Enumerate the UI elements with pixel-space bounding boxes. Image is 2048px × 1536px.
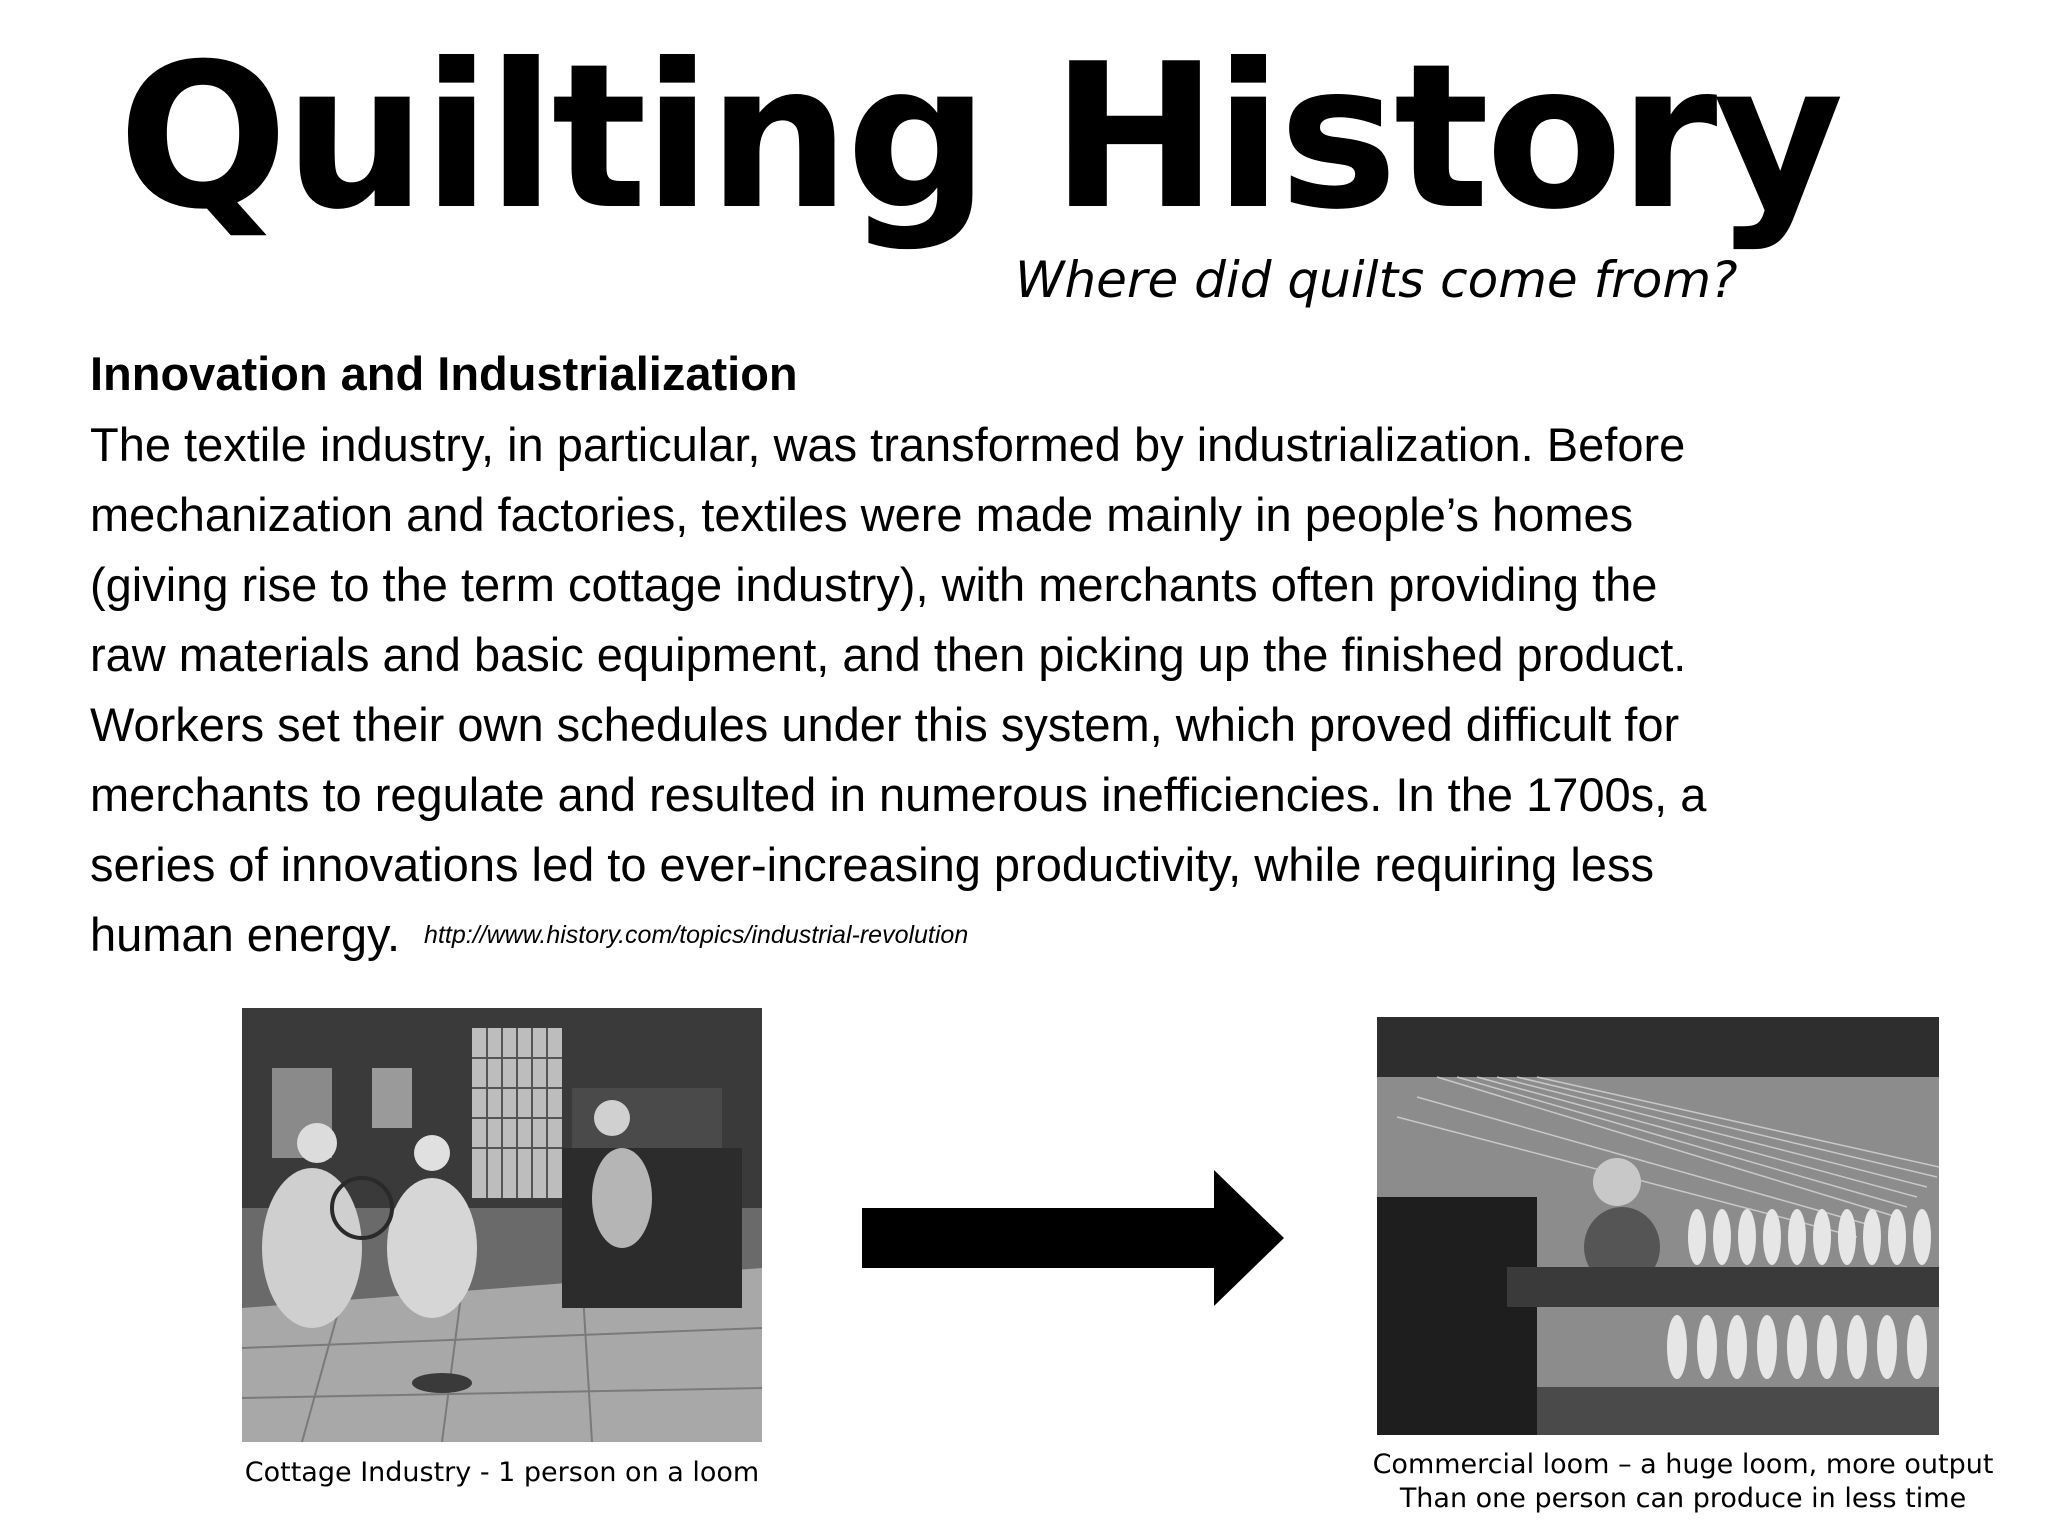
body-line: (giving rise to the term cottage industry), with merchants often providing the — [90, 558, 1658, 611]
section-heading: Innovation and Industrialization — [90, 347, 798, 400]
body-line: The textile industry, in particular, was transformed by industrialization. Before — [90, 418, 1686, 471]
caption-line: Than one person can produce in less time — [1399, 1483, 1967, 1514]
commercial-loom-image — [1377, 1017, 1939, 1435]
body-line: series of innovations led to ever-increasing productivity, while requiring less — [90, 838, 1654, 891]
source-link[interactable]: http://www.history.com/topics/industrial-revolution — [424, 921, 969, 949]
caption-line: Commercial loom – a huge loom, more output — [1372, 1449, 1994, 1480]
body-line-text: human energy. — [90, 908, 401, 961]
cottage-industry-caption: Cottage Industry - 1 person on a loom — [244, 1457, 760, 1488]
right-arrow-icon — [862, 1170, 1284, 1306]
page-subtitle: Where did quilts come from? — [1015, 251, 1738, 309]
page-title: Quilting History — [118, 21, 1840, 254]
body-line: raw materials and basic equipment, and then picking up the finished product. — [90, 628, 1687, 681]
body-line: merchants to regulate and resulted in numerous inefficiencies. In the 1700s, a — [90, 768, 1707, 821]
commercial-loom-caption — [1370, 1448, 1996, 1516]
cottage-industry-image — [242, 1008, 762, 1442]
body-line: mechanization and factories, textiles were made mainly in people’s homes — [90, 488, 1634, 541]
article-body — [90, 410, 2040, 970]
body-line-last — [90, 900, 2040, 970]
body-line: Workers set their own schedules under this system, which proved difficult for — [90, 698, 1680, 751]
